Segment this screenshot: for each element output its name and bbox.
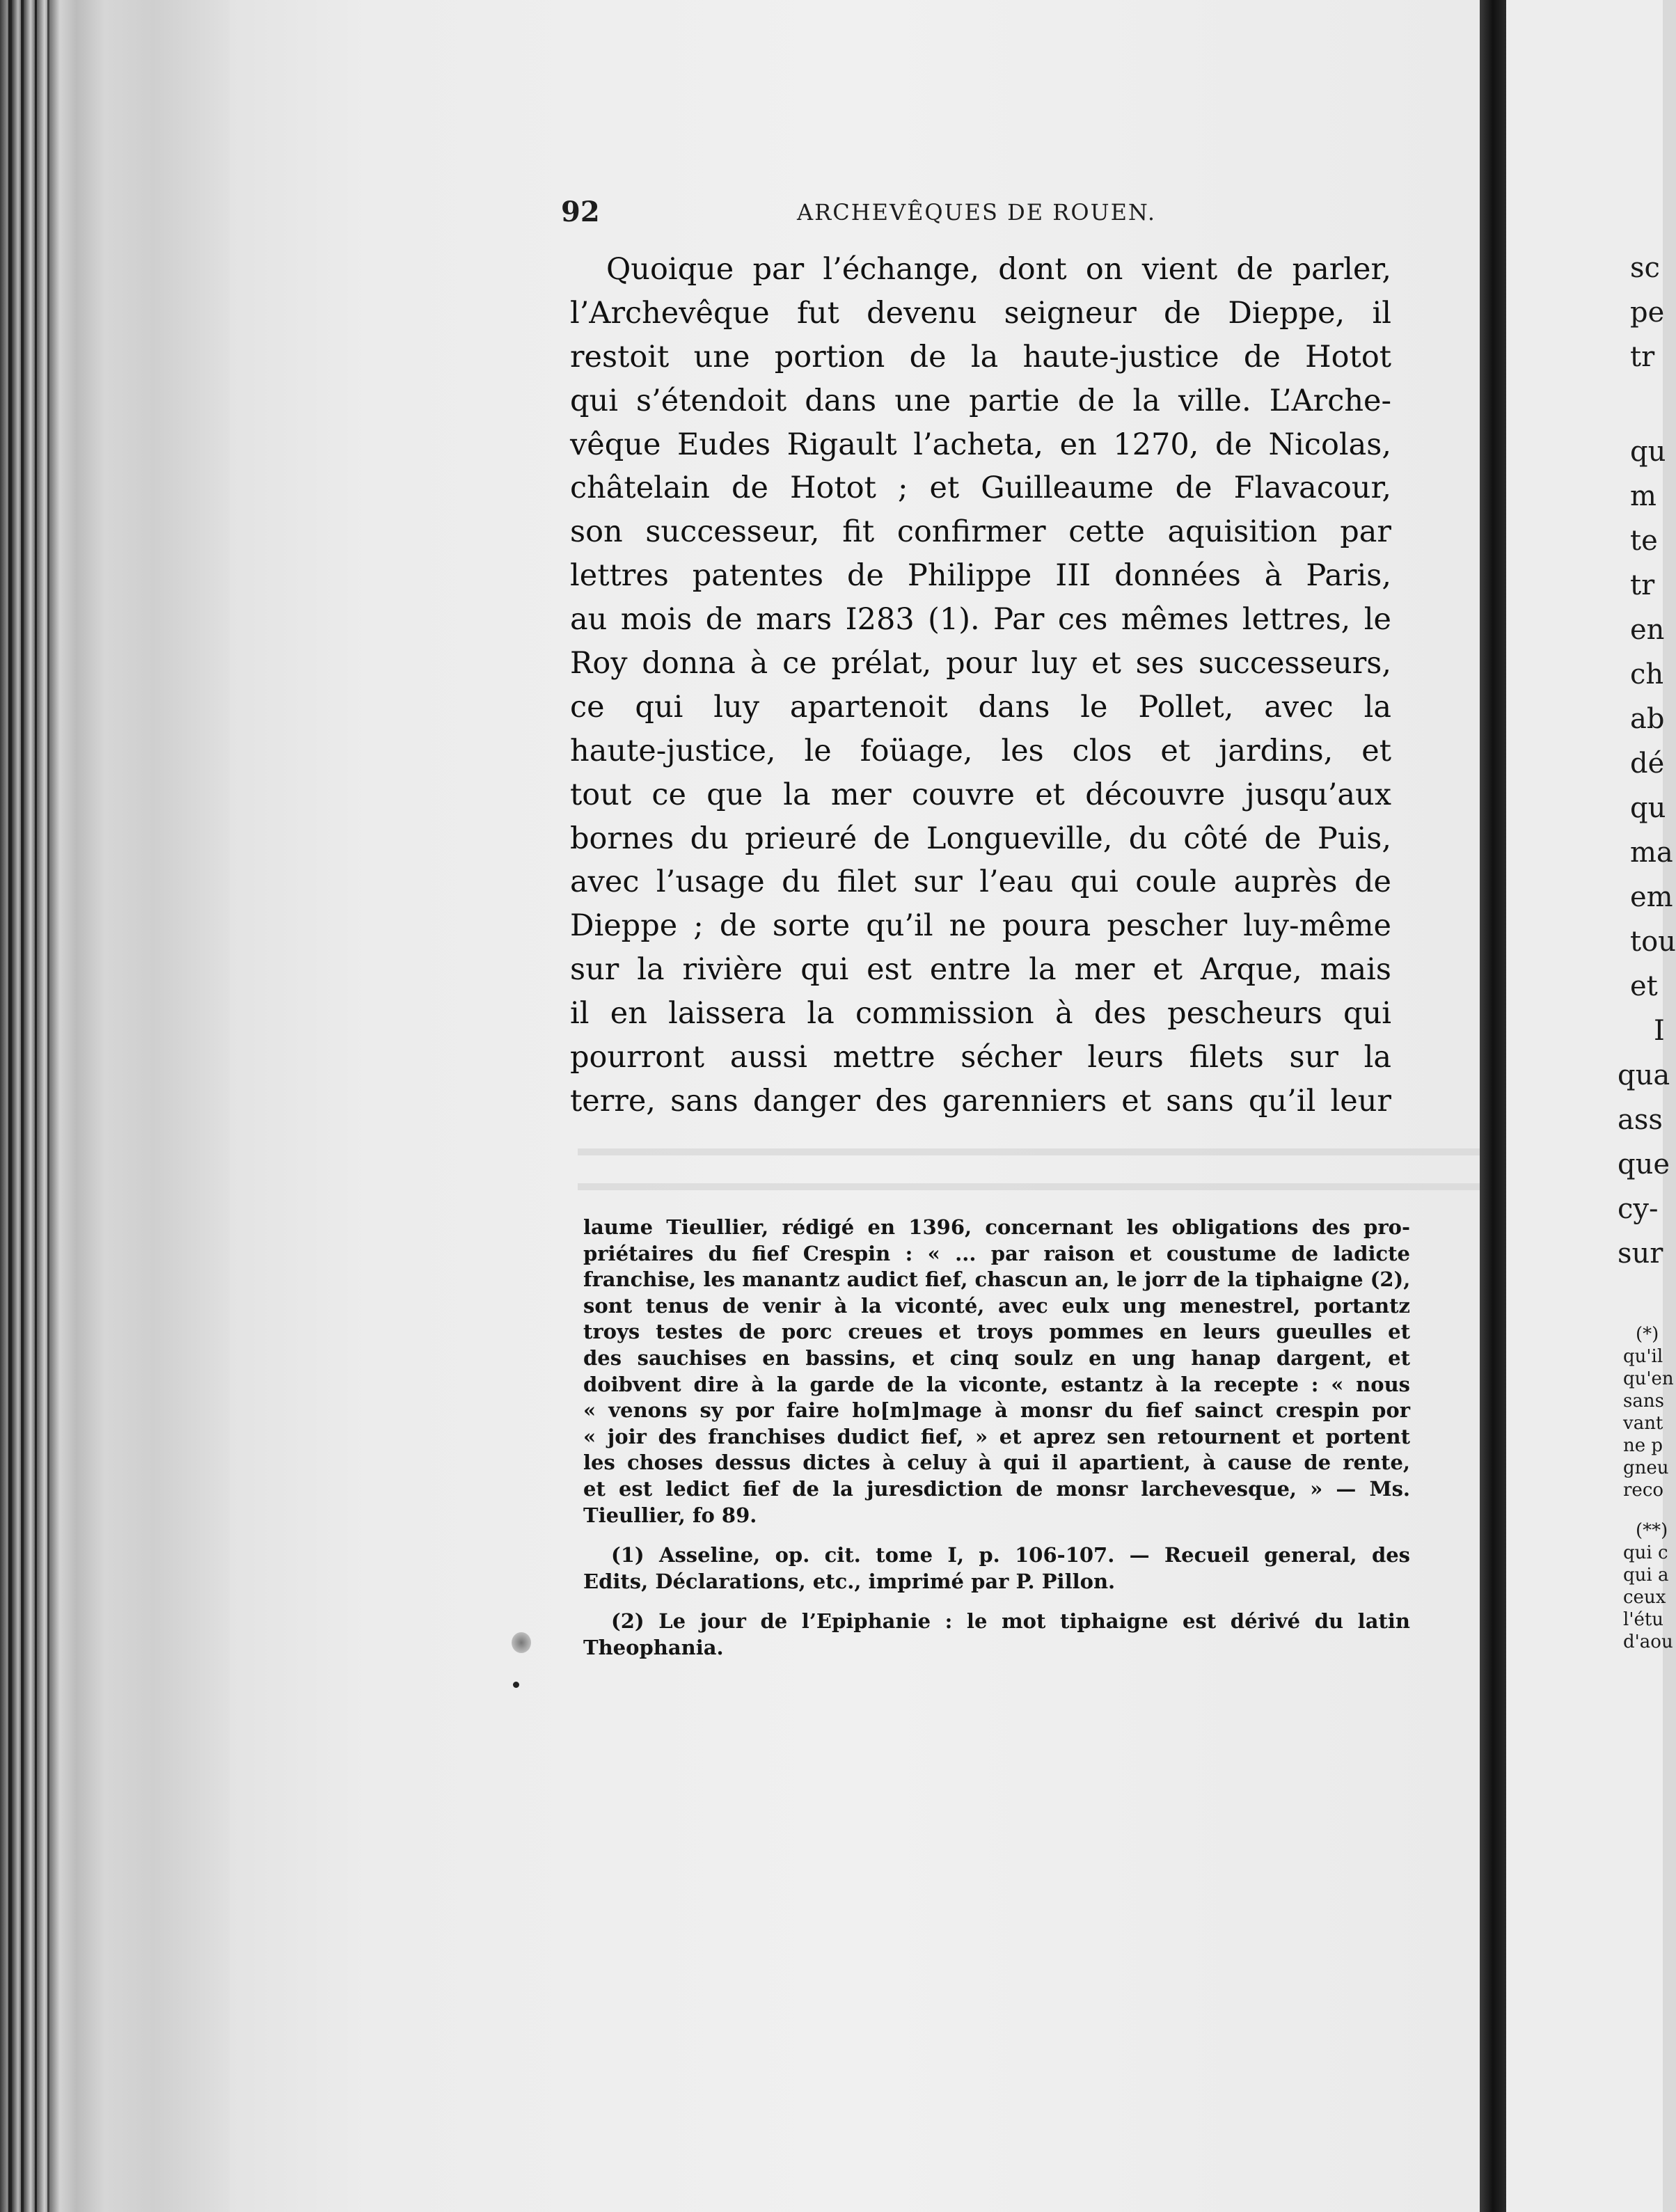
body-line: avec l’usage du filet sur l’eau qui coule auprès de	[570, 864, 1391, 900]
facing-fragment: tou	[1630, 926, 1676, 958]
facing-footnote-fragment: gneu	[1623, 1457, 1669, 1478]
book-gutter	[1480, 0, 1506, 2212]
paper-speck	[512, 1632, 531, 1653]
facing-fragment: sur	[1618, 1238, 1663, 1270]
footnote-line: franchise, les manantz audict fief, chascun an, le jorr de la tiphaigne (2),	[583, 1267, 1411, 1292]
footnote-line: Tieullier, fo 89.	[583, 1503, 757, 1527]
facing-fragment: tr	[1630, 341, 1655, 373]
body-line: bornes du prieuré de Longueville, du côté de Puis,	[570, 821, 1391, 856]
facing-fragment: cy-	[1618, 1193, 1659, 1225]
facing-fragment: sc	[1630, 252, 1660, 284]
body-line: restoit une portion de la haute-justice de Hotot	[570, 339, 1391, 374]
footnote-2: (2) Le jour de l’Epiphanie : le mot tiphaigne est dérivé du latin	[611, 1609, 1410, 1634]
footnote-line: doibvent dire à la garde de la viconte, estantz à la recepte : « nous	[583, 1372, 1410, 1396]
body-line: châtelain de Hotot ; et Guilleaume de Flavacour,	[570, 471, 1391, 506]
facing-fragment: ch	[1630, 658, 1664, 690]
facing-fragment: pe	[1630, 297, 1665, 329]
body-line: tout ce que la mer couvre et découvre jusqu’aux	[570, 777, 1391, 812]
footnote-line: laume Tieullier, rédigé en 1396, concernant les obligations des pro-	[583, 1215, 1410, 1239]
footnote-line: les choses dessus dictes à celuy à qui il apartient, à cause de rente,	[583, 1451, 1410, 1475]
footnote-line: priétaires du fief Crespin : « ... par raison et coustume de ladicte	[583, 1241, 1410, 1265]
facing-fragment: te	[1630, 525, 1658, 557]
facing-fragment: qu	[1630, 436, 1666, 468]
show-through-text	[578, 1148, 1622, 1211]
body-line: au mois de mars I283 (1). Par ces mêmes lettres, le	[570, 602, 1391, 638]
facing-fragment: et	[1630, 970, 1658, 1002]
facing-footnote-fragment: qui c	[1623, 1542, 1668, 1563]
body-line: l’Archevêque fut devenu seigneur de Dieppe, il	[570, 295, 1391, 331]
facing-fragment: tr	[1630, 569, 1655, 601]
body-line: vêque Eudes Rigault l’acheta, en 1270, de Nicolas,	[570, 427, 1391, 462]
facing-fragment: qu	[1630, 792, 1666, 824]
running-title: ARCHEVÊQUES DE ROUEN.	[797, 199, 1157, 226]
facing-fragment: dé	[1630, 748, 1665, 780]
paper-speck	[513, 1682, 519, 1688]
facing-footnote-fragment: qu'il	[1623, 1346, 1663, 1367]
body-line: il en laissera la commission à des pescheurs qui	[570, 996, 1391, 1032]
body-text	[570, 248, 1391, 1123]
facing-footnote-fragment: qu'en	[1623, 1368, 1674, 1389]
facing-footnote-fragment: ne p	[1623, 1435, 1663, 1456]
footnote-line: des sauchises en bassins, et cinq soulz en ung hanap dargent, et	[583, 1345, 1410, 1370]
facing-fragment: em	[1630, 881, 1673, 913]
facing-footnote-fragment: sans	[1623, 1391, 1664, 1412]
edge-streak	[21, 0, 24, 2212]
body-line: ce qui luy apartenoit dans le Pollet, avec la	[570, 689, 1391, 725]
footnote-line: « joir des franchises dudict fief, » et aprez sen retournent et portent	[583, 1424, 1410, 1448]
facing-footnote-fragment: d'aou	[1623, 1632, 1673, 1652]
facing-footnote-fragment: vant	[1623, 1413, 1663, 1434]
body-line: son successeur, fit confirmer cette aquisition par	[570, 514, 1391, 550]
footnote-line: troys testes de porc creues et troys pommes en leurs gueulles et	[583, 1320, 1410, 1344]
facing-footnote-fragment: l'étu	[1623, 1609, 1664, 1630]
body-line: Quoique par l’échange, dont on vient de parler,	[606, 252, 1391, 287]
facing-fragment: que	[1618, 1148, 1670, 1180]
page-number: 92	[561, 196, 600, 228]
body-line: terre, sans danger des garenniers et sans qu’il leur	[570, 1083, 1391, 1119]
facing-fragment: qua	[1618, 1059, 1670, 1091]
facing-footnote-fragment: qui a	[1623, 1565, 1669, 1586]
body-line: lettres patentes de Philippe III données à Paris,	[570, 558, 1391, 594]
left-page-edges	[0, 0, 230, 2212]
edge-streak	[35, 0, 37, 2212]
body-line: Dieppe ; de sorte qu’il ne poura pescher luy-même	[570, 908, 1391, 944]
footnote-line: sont tenus de venir à la viconté, avec eulx ung menestrel, portantz	[583, 1293, 1410, 1318]
facing-fragment: ass	[1618, 1104, 1663, 1136]
footnote-line: « venons sy por faire ho[m]mage à monsr du fief sainct crespin por	[583, 1398, 1410, 1423]
facing-footnote-fragment: (*)	[1636, 1324, 1659, 1345]
edge-streak	[8, 0, 12, 2212]
facing-fragment: ma	[1630, 837, 1673, 869]
facing-footnote-fragment: (**)	[1636, 1520, 1668, 1541]
facing-fragment: en	[1630, 614, 1665, 646]
body-line: qui s’étendoit dans une partie de la ville. L’Arche-	[570, 383, 1391, 418]
footnote-1: (1) Asseline, op. cit. tome I, p. 106-107. — Recueil general, des	[611, 1543, 1410, 1567]
body-line: sur la rivière qui est entre la mer et Arque, mais	[570, 952, 1391, 988]
body-line: Roy donna à ce prélat, pour luy et ses successeurs,	[570, 646, 1391, 681]
footnote-1-cont: Edits, Déclarations, etc., imprimé par P. Pillon.	[583, 1569, 1116, 1593]
body-line: haute-justice, le foüage, les clos et jardins, et	[570, 733, 1391, 768]
footnote-2-cont: Theophania.	[583, 1635, 724, 1659]
footnotes	[583, 1215, 1410, 1661]
facing-fragment: ab	[1630, 703, 1665, 735]
facing-footnote-fragment: ceux	[1623, 1587, 1666, 1608]
footnote-line: et est ledict fief de la juresdiction de monsr larchevesque, » — Ms.	[583, 1476, 1410, 1501]
facing-page	[1506, 0, 1663, 2212]
facing-footnote-fragment: reco	[1623, 1480, 1664, 1501]
body-line: pourront aussi mettre sécher leurs filets sur la	[570, 1040, 1391, 1075]
facing-fragment: I	[1654, 1015, 1665, 1047]
facing-fragment: m	[1630, 480, 1657, 512]
edge-streak	[47, 0, 49, 2212]
